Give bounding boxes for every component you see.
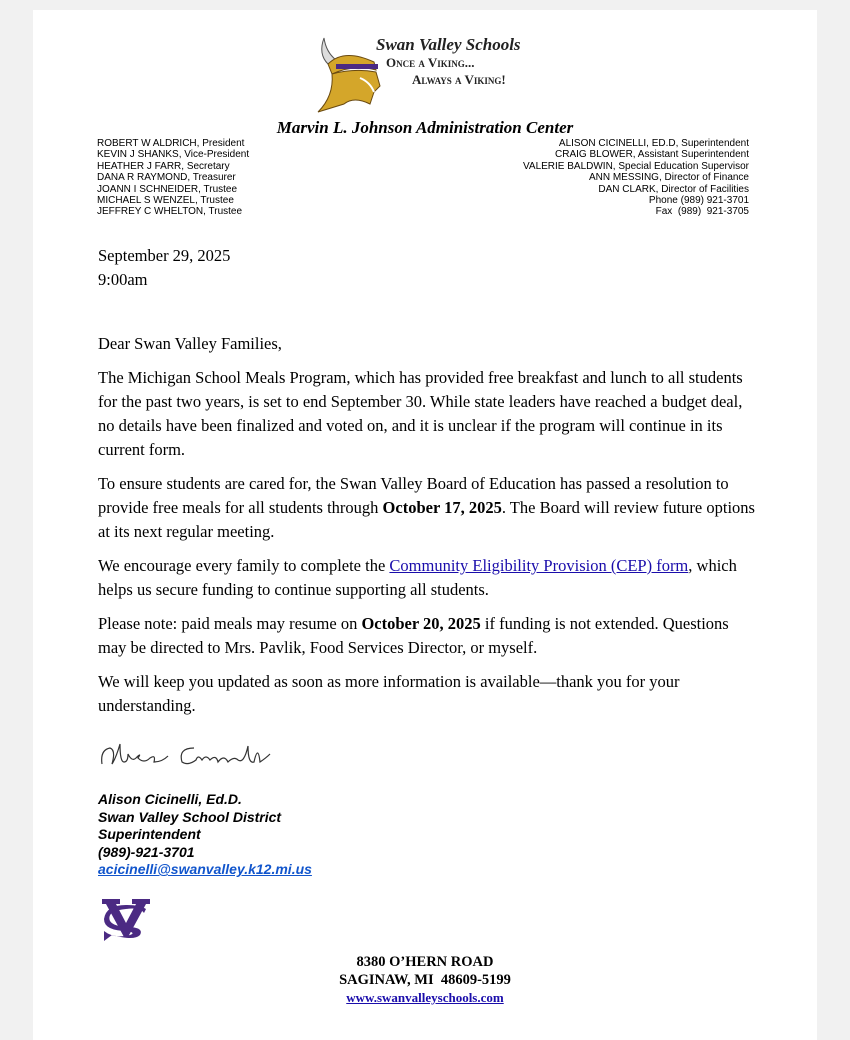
paragraph-5: We will keep you updated as soon as more information is available—thank you for your understanding.	[98, 672, 680, 715]
paragraph-1: The Michigan School Meals Program, which has provided free breakfast and lunch to all students for the past two years, is set to end September 30. While state leaders have reached a budget deal, no details have been finalized and voted on, and it is unclear if the program will continue in its current form.	[98, 368, 743, 459]
city-state-zip: SAGINAW, MI 48609-5199	[339, 971, 511, 988]
admin-member: DAN CLARK, Director of Facilities	[598, 183, 749, 195]
board-member: MICHAEL S WENZEL, Trustee	[97, 195, 234, 207]
board-member: DANA R RAYMOND, Treasurer	[97, 172, 236, 184]
sv-monogram-logo	[100, 897, 152, 945]
signer-district: Swan Valley School District	[98, 808, 282, 825]
text: . The Board will review future options at its next regular meeting.	[98, 498, 755, 541]
administration-center-title: Marvin L. Johnson Administration Center	[276, 118, 574, 137]
paragraph-3	[98, 554, 758, 602]
handwritten-signature	[98, 736, 283, 772]
board-member: JOANN I SCHNEIDER, Trustee	[97, 183, 238, 195]
school-name: Swan Valley Schools	[376, 35, 521, 54]
text: if funding is not extended. Questions may be directed to Mrs. Pavlik, Food Services Director, or myself.	[98, 614, 729, 657]
fax: Fax (989) 921-3705	[655, 206, 749, 218]
letter-body	[98, 244, 758, 728]
signer-name: Alison Cicinelli, Ed.D.	[98, 791, 242, 807]
website-link[interactable]: www.swanvalleyschools.com	[346, 990, 504, 1005]
date: September 29, 2025	[98, 246, 231, 265]
signer-title: Superintendent	[98, 826, 201, 842]
paragraph-2	[98, 472, 758, 544]
signature-block	[98, 791, 312, 879]
admin-member: VALERIE BALDWIN, Special Education Supervisor	[522, 160, 749, 172]
text: Please note: paid meals may resume on	[98, 614, 362, 633]
signer-phone: (989)-921-3701	[98, 843, 195, 860]
phone: Phone (989) 921-3701	[648, 195, 749, 207]
tagline-2: Always a Viking!	[412, 72, 506, 87]
board-list	[97, 138, 249, 218]
paragraph-4	[98, 612, 758, 660]
time: 9:00am	[98, 270, 148, 289]
board-member: HEATHER J FARR, Secretary	[97, 160, 230, 172]
letter-date	[98, 244, 758, 292]
footer-address	[0, 954, 850, 1008]
text: , which helps us secure funding to continue supporting all students.	[98, 556, 737, 599]
admin-member: ANN MESSING, Director of Finance	[588, 172, 749, 184]
administration-list	[523, 138, 749, 218]
text: To ensure students are cared for, the Swan Valley Board of Education has passed a resolution to provide free meals for all students through	[98, 474, 729, 517]
board-member: JEFFREY C WHELTON, Trustee	[97, 206, 243, 218]
text: We encourage every family to complete the	[98, 556, 390, 575]
resume-date: October 20, 2025	[361, 614, 481, 633]
street-address: 8380 O’HERN ROAD	[356, 954, 494, 970]
board-member: KEVIN J SHANKS, Vice-President	[97, 149, 250, 161]
salutation: Dear Swan Valley Families,	[98, 334, 282, 353]
cep-form-link[interactable]: Community Eligibility Provision (CEP) form	[389, 556, 689, 575]
admin-member: CRAIG BLOWER, Assistant Superintendent	[555, 149, 749, 161]
signer-email-link[interactable]: acicinelli@swanvalley.k12.mi.us	[98, 861, 312, 877]
end-date: October 17, 2025	[382, 498, 502, 517]
admin-member: ALISON CICINELLI, ED.D, Superintendent	[558, 138, 749, 149]
board-member: ROBERT W ALDRICH, President	[97, 138, 245, 149]
tagline-1: Once a Viking...	[386, 55, 475, 70]
